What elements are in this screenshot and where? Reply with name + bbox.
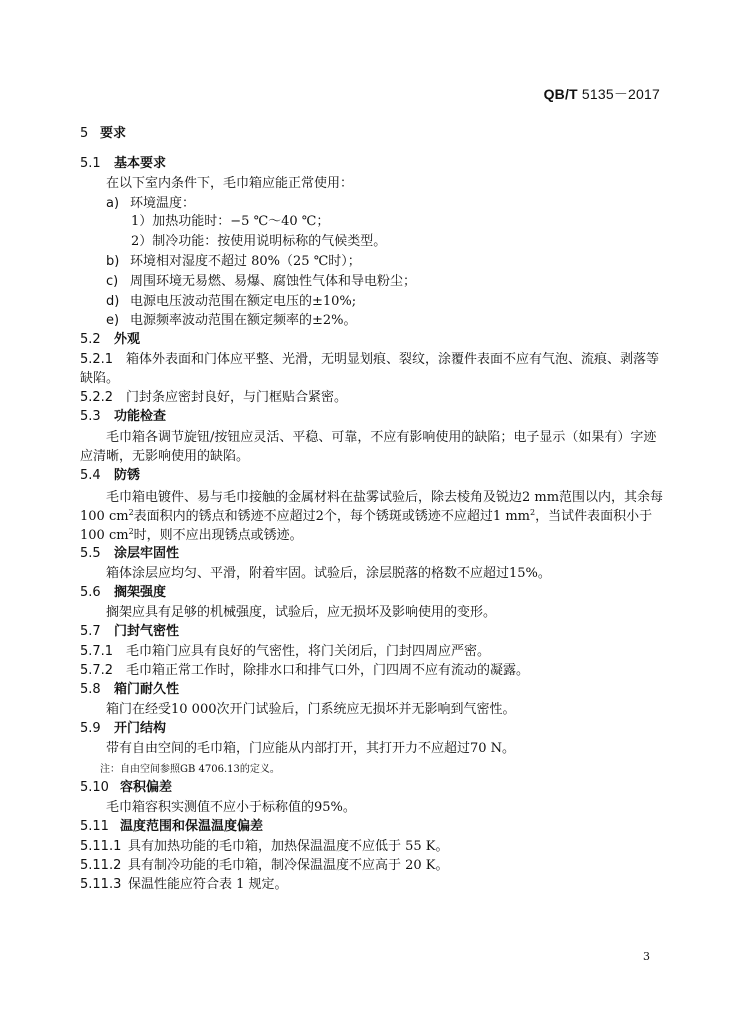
paragraph: 5.2.1 箱体外表面和门体应平整、光滑，无明显划痕、裂纹，涂覆件表面不应有气泡、流痕、剥落等 <box>80 352 660 367</box>
paragraph: 毛巾箱各调节旋钮/按钮应灵活、平稳、可靠，不应有影响使用的缺陷；电子显示（如果有）字迹 <box>106 430 657 445</box>
paragraph: 5.11.1 具有加热功能的毛巾箱，加热保温温度不应低于 55 K。 <box>80 839 449 854</box>
paragraph: 带有自由空间的毛巾箱，门应能从内部打开，其打开力不应超过70 N。 <box>106 741 516 756</box>
list-item: e) 电源频率波动范围在额定频率的±2%。 <box>106 313 357 328</box>
paragraph: 毛巾箱电镀件、易与毛巾接触的金属材料在盐雾试验后，除去棱角及锐边2 mm范围以内，其余每 <box>106 490 664 505</box>
paragraph: 在以下室内条件下，毛巾箱应能正常使用： <box>106 176 354 191</box>
paragraph: 毛巾箱容积实测值不应小于标称值的95%。 <box>106 800 356 815</box>
list-item: a) 环境温度： <box>106 196 196 211</box>
paragraph: 箱门在经受10 000次开门试验后，门系统应无损坏并无影响到气密性。 <box>106 702 516 717</box>
paragraph: 5.11.2 具有制冷功能的毛巾箱，制冷保温温度不应高于 20 K。 <box>80 858 449 873</box>
sub-list-item: 1）加热功能时：−5 ℃～40 ℃； <box>131 214 330 229</box>
paragraph: 5.2.2 门封条应密封良好，与门框贴合紧密。 <box>80 390 348 405</box>
paragraph: 100 $cm^2$表面积内的锈点和锈迹不应超过2个，每个锈斑或锈迹不应超过1 $mm^2$，当试件表面积小于 <box>80 508 653 524</box>
section-heading: 5.3 功能检查 <box>80 409 167 424</box>
section-heading: 5.11 温度范围和保温温度偏差 <box>80 819 264 834</box>
section-heading: 5 要求 <box>80 126 127 141</box>
section-heading: 5.8 箱门耐久性 <box>80 682 180 697</box>
section-heading: 5.2 外观 <box>80 332 141 347</box>
paragraph: 5.11.3 保温性能应符合表 1 规定。 <box>80 877 288 892</box>
paragraph: 搁架应具有足够的机械强度，试验后，应无损坏及影响使用的变形。 <box>106 605 497 620</box>
list-item: b) 环境相对湿度不超过 80%（25 ℃时）； <box>106 254 361 269</box>
standard-prefix: QB/T <box>543 86 578 102</box>
note: 注：自由空间参照GB 4706.13的定义。 <box>100 764 280 775</box>
paragraph: 应清晰，无影响使用的缺陷。 <box>80 449 250 464</box>
list-item: c) 周围环境无易燃、易爆、腐蚀性气体和导电粉尘； <box>106 274 417 289</box>
section-heading: 5.6 搁架强度 <box>80 585 167 600</box>
section-heading: 5.7 门封气密性 <box>80 624 180 639</box>
section-heading: 5.5 涂层牢固性 <box>80 546 180 561</box>
paragraph: 100 $cm^2$时，则不应出现锈点或锈迹。 <box>80 527 303 543</box>
paragraph: 缺陷。 <box>80 371 120 386</box>
paragraph: 5.7.1 毛巾箱门应具有良好的气密性，将门关闭后，门封四周应严密。 <box>80 644 491 659</box>
page-number: 3 <box>643 950 650 963</box>
standard-code <box>544 84 660 104</box>
paragraph: 5.7.2 毛巾箱正常工作时，除排水口和排气口外，门四周不应有流动的凝露。 <box>80 663 530 678</box>
paragraph: 箱体涂层应均匀、平滑，附着牢固。试验后，涂层脱落的格数不应超过15%。 <box>106 566 551 581</box>
sub-list-item: 2）制冷功能：按使用说明标称的气候类型。 <box>131 234 387 249</box>
section-heading: 5.1 基本要求 <box>80 156 167 171</box>
standard-number: 5135－2017 <box>581 86 660 102</box>
section-heading: 5.10 容积偏差 <box>80 780 173 795</box>
section-heading: 5.9 开门结构 <box>80 721 167 736</box>
list-item: d) 电源电压波动范围在额定电压的±10%; <box>106 294 357 309</box>
section-heading: 5.4 防锈 <box>80 468 141 483</box>
